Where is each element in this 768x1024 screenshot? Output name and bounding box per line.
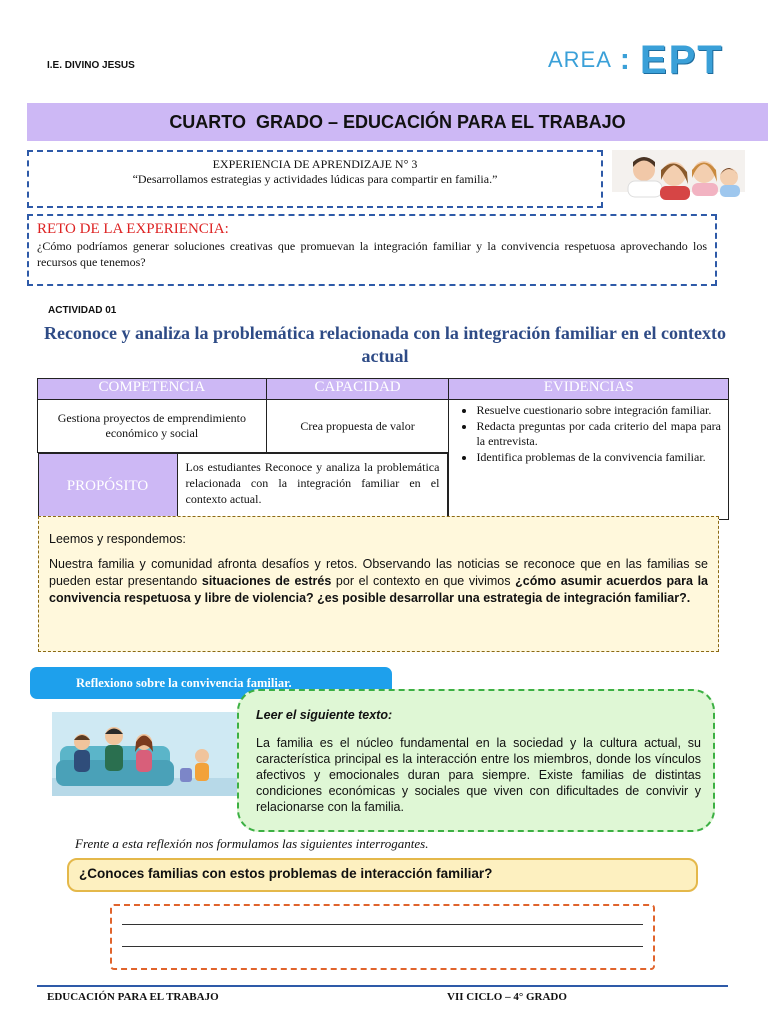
leemos-text-part: Nuestra familia y comunidad afronta desafíos y retos. Observando las noticias se reconoce que en las familias se pueden estar presentando xyxy=(49,557,708,588)
leer-body: La familia es el núcleo fundamental en la sociedad y la cultura actual, su característica principal es la interacción entre los miembros, donde los vínculos afectivos y emocionales duran para siempre. Existe familias de distintas condiciones económicas y sociales que viven con dificultades de convivir y relacionarse con la familia. xyxy=(256,736,701,814)
activity-title: Reconoce y analiza la problemática relacionada con la integración familiar en el contexto actual xyxy=(44,323,726,366)
leer-title: Leer el siguiente texto: xyxy=(256,708,393,722)
school-name: I.E. DIVINO JESUS xyxy=(47,60,135,71)
experience-name: “Desarrollamos estrategias y actividades lúdicas para compartir en familia.” xyxy=(132,172,498,186)
leemos-box xyxy=(38,516,719,652)
leemos-text-part: por el contexto en que vivimos xyxy=(331,574,516,588)
leemos-text-bold: situaciones de estrés xyxy=(201,574,332,588)
area-header xyxy=(548,37,724,82)
footer-right: VII CICLO – 4° GRADO xyxy=(447,991,567,1003)
answer-line[interactable] xyxy=(122,946,643,947)
footer-rule xyxy=(37,985,728,987)
experience-number: EXPERIENCIA DE APRENDIZAJE N° 3 xyxy=(212,157,418,171)
reflexiono-banner: Reflexiono sobre la convivencia familiar. xyxy=(30,667,392,699)
activity-label: ACTIVIDAD 01 xyxy=(48,305,117,316)
capacidad-cell: Crea propuesta de valor xyxy=(266,400,449,453)
reto-box xyxy=(27,214,717,286)
evidencia-item: • Redacta preguntas por cada criterio del mapa para la entrevista. xyxy=(476,419,721,449)
area-value: EPT xyxy=(639,37,724,82)
leemos-heading: Leemos y respondemos: xyxy=(49,532,186,546)
header-competencia: COMPETENCIA xyxy=(38,379,267,400)
proposito-text: Los estudiantes Reconoce y analiza la problemática relacionada con la integración familiar en el contexto actual. xyxy=(177,454,448,519)
footer-left: EDUCACIÓN PARA EL TRABAJO xyxy=(47,991,219,1003)
leemos-text-bold: ¿cómo asumir acuerdos para la convivencia respetuosa y libre de violencia? ¿es posible desarrollar una estrategia de integración familiar?. xyxy=(49,574,708,605)
evidencia-item: • Resuelve cuestionario sobre integración familiar. xyxy=(476,403,721,418)
reto-title: RETO DE LA EXPERIENCIA: xyxy=(37,221,229,237)
area-colon: : xyxy=(619,43,630,76)
area-label: AREA xyxy=(548,47,612,72)
answer-line[interactable] xyxy=(122,924,643,925)
proposito-table xyxy=(38,453,449,519)
frente-text: Frente a esta reflexión nos formulamos las siguientes interrogantes. xyxy=(75,836,429,851)
question-banner: ¿Conoces familias con estos problemas de interacción familiar? xyxy=(67,858,698,892)
reto-text: ¿Cómo podríamos generar soluciones creativas que promuevan la integración familiar y la convivencia respetuosa aprovechando los recursos que tenemos? xyxy=(37,239,707,269)
competency-table xyxy=(37,378,729,520)
experience-box xyxy=(27,150,603,208)
header-capacidad: CAPACIDAD xyxy=(266,379,449,400)
competencia-cell: Gestiona proyectos de emprendimiento económico y social xyxy=(38,400,267,453)
evidencia-item: • Identifica problemas de la convivencia familiar. xyxy=(476,450,721,465)
family-photo xyxy=(612,150,745,210)
family-living-room-illustration xyxy=(52,712,238,796)
answer-box[interactable] xyxy=(110,904,655,970)
evidencias-cell xyxy=(449,400,729,520)
evidencias-list xyxy=(450,401,727,468)
leemos-text xyxy=(49,556,708,607)
proposito-label: PROPÓSITO xyxy=(38,454,177,519)
proposito-wrap xyxy=(38,453,449,520)
table-row xyxy=(38,400,729,453)
header-evidencias: EVIDENCIAS xyxy=(449,379,729,400)
leer-box xyxy=(237,689,715,832)
page-title: CUARTO GRADO – EDUCACIÓN PARA EL TRABAJO xyxy=(27,103,768,141)
table-header-row xyxy=(38,379,729,400)
